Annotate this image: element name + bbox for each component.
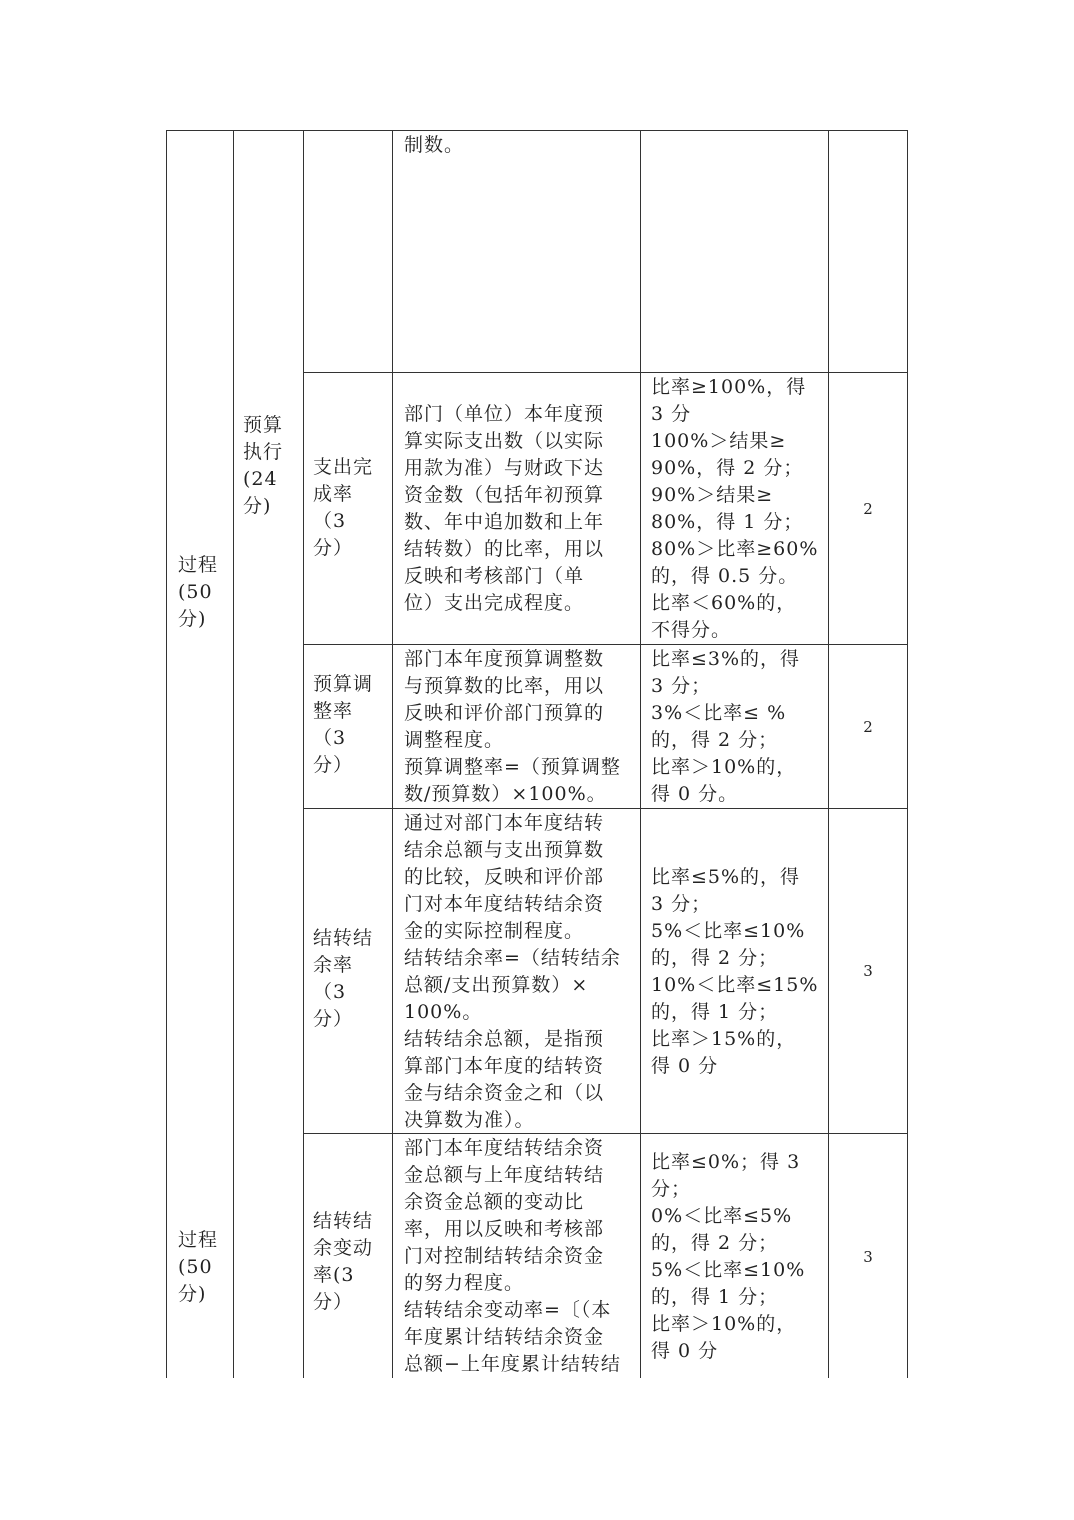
category-label-bottom: 过程 (50 分) [178,1229,219,1305]
row-3-indicator: 结转结 余率 （3 分） [313,927,374,1030]
row-3-score: 3 [863,962,873,980]
column-divider-5 [828,130,829,1378]
subcategory-label: 预算 执行 (24 分) [243,414,284,517]
row-3-description: 通过对部门本年度结转 结余总额与支出预算数 的比较，反映和评价部 门对本年度结转结余资 金的实际控制程度。 结转结余率=（结转结余 总额/支出预算数）× 100%。 结转结余总额，是指预 算部门本年度的结转资 金与结余资金之和（以 决算数为准）。 [404,812,621,1131]
row-divider-2 [303,644,908,645]
column-divider-2 [303,130,304,1378]
row-1-score: 2 [863,500,873,518]
row-divider-3 [303,808,908,809]
row-0-description: 制数。 [404,134,465,156]
table-border-top [166,130,908,131]
row-2-description: 部门本年度预算调整数 与预算数的比率，用以 反映和评价部门预算的 调整程度。 预算调整率=（预算调整 数/预算数）×100%。 [404,648,621,805]
row-divider-1 [303,372,908,373]
column-divider-4 [640,130,641,1378]
table-border-left [166,130,167,1378]
column-divider-1 [233,130,234,1378]
category-label-top: 过程 (50 分) [178,554,219,630]
row-1-criteria: 比率≥100%，得 3 分 100%＞结果≥ 90%，得 2 分； 90%＞结果≥ 80%，得 1 分； 80%＞比率≥60% 的，得 0.5 分。 比率＜60%的， 不得分。 [651,376,819,641]
row-4-criteria: 比率≤0%；得 3 分； 0%＜比率≤5% 的，得 2 分； 5%＜比率≤10% 的，得 1 分； 比率＞10%的， 得 0 分 [651,1151,806,1362]
row-3-criteria: 比率≤5%的，得 3 分； 5%＜比率≤10% 的，得 2 分； 10%＜比率≤15% 的，得 1 分； 比率＞15%的， 得 0 分 [651,866,819,1077]
row-4-description: 部门本年度结转结余资 金总额与上年度结转结 余资金总额的变动比 率，用以反映和考核部 门对控制结转结余资金 的努力程度。 结转结余变动率=〔（本 年度累计结转结余资金 总额−上年度累计结转结 [404,1137,621,1375]
column-divider-3 [392,130,393,1378]
row-4-score: 3 [863,1248,873,1266]
table-border-right [907,130,908,1378]
row-2-score: 2 [863,718,873,736]
row-2-indicator: 预算调 整率 （3 分） [313,673,374,776]
row-2-criteria: 比率≤3%的，得 3 分； 3%＜比率≤ % 的，得 2 分； 比率＞10%的， 得 0 分。 [651,648,801,805]
row-4-indicator: 结转结 余变动 率(3 分） [313,1210,374,1313]
row-1-description: 部门（单位）本年度预 算实际支出数（以实际 用款为准）与财政下达 资金数（包括年初预算 数、年中追加数和上年 结转数）的比率，用以 反映和考核部门（单 位）支出完成程度。 [404,403,605,614]
row-1-indicator: 支出完 成率 （3 分） [313,456,374,559]
